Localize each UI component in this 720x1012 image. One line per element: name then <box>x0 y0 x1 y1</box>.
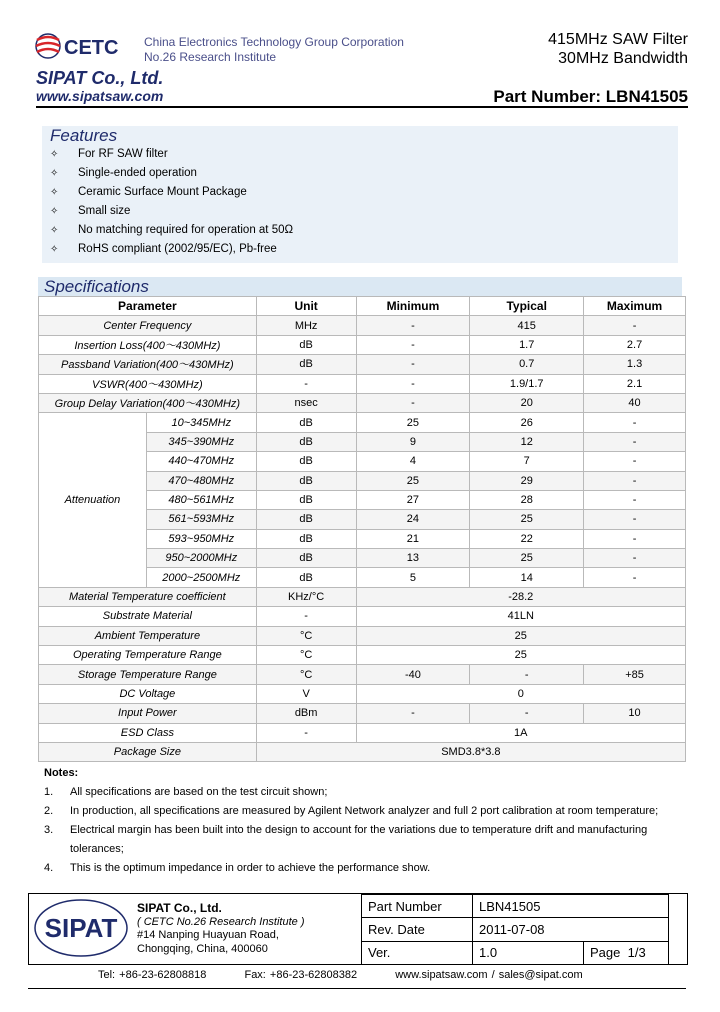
feature-item <box>50 167 197 179</box>
parameter-name: Center Frequency <box>39 316 257 335</box>
version-label: Ver. <box>362 941 473 964</box>
version-value: 1.0 <box>473 941 584 964</box>
organization-name <box>144 35 404 65</box>
parameter-name: Group Delay Variation(400～430MHz) <box>39 393 257 412</box>
notes-section <box>44 764 684 878</box>
table-cell: - <box>356 335 470 354</box>
frequency-range: 345~390MHz <box>146 432 256 451</box>
frequency-range: 561~593MHz <box>146 510 256 529</box>
company-website: www.sipatsaw.com <box>36 88 164 104</box>
feature-text: No matching required for operation at 50Ω <box>78 224 294 236</box>
table-cell: 25 <box>356 413 470 432</box>
parameter-name: ESD Class <box>39 723 257 742</box>
table-cell: 12 <box>470 432 584 451</box>
table-cell: 20 <box>470 393 584 412</box>
table-cell: - <box>584 452 686 471</box>
table-row <box>39 684 686 703</box>
table-row <box>39 607 686 626</box>
table-cell: °C <box>256 626 356 645</box>
table-cell: 24 <box>356 510 470 529</box>
parameter-name: Storage Temperature Range <box>39 665 257 684</box>
table-cell: dB <box>256 355 356 374</box>
table-cell: °C <box>256 646 356 665</box>
company-name: SIPAT Co., Ltd. <box>36 68 164 88</box>
table-cell: MHz <box>256 316 356 335</box>
sipat-logo <box>31 896 131 960</box>
table-cell: 0 <box>356 684 685 703</box>
part-number-label: Part Number <box>362 895 473 918</box>
table-cell: - <box>256 607 356 626</box>
note-number: 2. <box>44 805 54 817</box>
table-row <box>39 723 686 742</box>
column-header-maximum: Maximum <box>584 297 686 316</box>
table-cell: 1.9/1.7 <box>470 374 584 393</box>
table-cell: 1A <box>356 723 685 742</box>
table-cell: dB <box>256 452 356 471</box>
footer-info-box <box>28 893 688 965</box>
rev-date-value: 2011-07-08 <box>473 918 669 941</box>
parameter-name: Insertion Loss(400～430MHz) <box>39 335 257 354</box>
parameter-name: Passband Variation(400～430MHz) <box>39 355 257 374</box>
table-cell: 9 <box>356 432 470 451</box>
table-row <box>39 646 686 665</box>
parameter-name: Package Size <box>39 742 257 761</box>
table-cell: - <box>584 568 686 587</box>
feature-item <box>50 148 168 160</box>
table-row <box>39 335 686 354</box>
parameter-name: Operating Temperature Range <box>39 646 257 665</box>
notes-title: Notes: <box>44 767 79 779</box>
table-cell: - <box>584 432 686 451</box>
table-cell: 29 <box>470 471 584 490</box>
feature-item <box>50 186 247 198</box>
features-title: Features <box>50 126 118 145</box>
table-cell: dB <box>256 490 356 509</box>
table-cell: dB <box>256 529 356 548</box>
table-cell: - <box>356 704 470 723</box>
footer-company-name: SIPAT Co., Ltd. <box>137 901 222 915</box>
footer-address-2: Chongqing, China, 400060 <box>137 942 268 955</box>
frequency-range: 10~345MHz <box>146 413 256 432</box>
table-cell: 7 <box>470 452 584 471</box>
table-cell: 2.1 <box>584 374 686 393</box>
table-row <box>39 393 686 412</box>
org-line-1: China Electronics Technology Group Corporation <box>144 35 404 49</box>
frequency-range: 440~470MHz <box>146 452 256 471</box>
cetc-logo <box>34 30 134 62</box>
table-cell: 41LN <box>356 607 685 626</box>
parameter-name: Ambient Temperature <box>39 626 257 645</box>
column-header-typical: Typical <box>470 297 584 316</box>
table-row <box>39 316 686 335</box>
table-cell: - <box>356 374 470 393</box>
table-cell: 25 <box>470 510 584 529</box>
column-header-parameter: Parameter <box>39 297 257 316</box>
table-cell: - <box>584 413 686 432</box>
note-text: All specifications are based on the test circuit shown; <box>70 786 328 798</box>
table-row <box>39 626 686 645</box>
specifications-table <box>38 296 686 762</box>
table-cell: - <box>470 665 584 684</box>
note-item <box>44 802 684 821</box>
footer-fax: Fax: +86-23-62808382 <box>244 969 358 981</box>
table-cell: - <box>584 316 686 335</box>
feature-item <box>50 224 293 236</box>
table-cell: 28 <box>470 490 584 509</box>
table-cell: 1.7 <box>470 335 584 354</box>
table-cell: - <box>584 490 686 509</box>
table-cell: dBm <box>256 704 356 723</box>
footer-address-1: #14 Nanping Huayuan Road, <box>137 929 279 941</box>
sipat-logo-text: SIPAT <box>44 913 118 943</box>
diamond-bullet-icon: ✧ <box>50 187 59 198</box>
diamond-bullet-icon: ✧ <box>50 206 59 217</box>
note-item <box>44 859 684 878</box>
header-divider <box>36 106 688 108</box>
part-number-value: LBN41505 <box>473 895 669 918</box>
table-cell: 25 <box>356 626 685 645</box>
table-cell: 25 <box>356 471 470 490</box>
table-cell: 25 <box>470 549 584 568</box>
note-text: In production, all specifications are measured by Agilent Network analyzer and full 2 port calibration at room temperature; <box>70 805 659 817</box>
note-text: This is the optimum impedance in order to achieve the performance show. <box>70 862 431 874</box>
table-cell: - <box>356 355 470 374</box>
cetc-logo-text: CETC <box>64 37 119 59</box>
table-row <box>39 704 686 723</box>
features-section <box>42 126 678 263</box>
footer-company-block <box>137 902 305 956</box>
table-cell: 22 <box>470 529 584 548</box>
table-cell: - <box>584 549 686 568</box>
column-header-unit: Unit <box>256 297 356 316</box>
table-cell: - <box>256 374 356 393</box>
diamond-bullet-icon: ✧ <box>50 244 59 255</box>
table-cell: nsec <box>256 393 356 412</box>
feature-text: Ceramic Surface Mount Package <box>78 186 247 198</box>
table-cell: 1.3 <box>584 355 686 374</box>
table-cell: SMD3.8*3.8 <box>256 742 685 761</box>
feature-text: Small size <box>78 205 131 217</box>
table-row <box>39 587 686 606</box>
cetc-globe-icon <box>36 34 60 58</box>
note-item <box>44 783 684 802</box>
footer-contact-line <box>98 969 583 981</box>
parameter-name: Input Power <box>39 704 257 723</box>
note-number: 3. <box>44 824 54 836</box>
table-cell: 21 <box>356 529 470 548</box>
table-cell: 14 <box>470 568 584 587</box>
table-cell: -40 <box>356 665 470 684</box>
footer-web-email: www.sipatsaw.com / sales@sipat.com <box>395 969 583 981</box>
footer-tel: Tel: +86-23-62808818 <box>98 969 207 981</box>
frequency-range: 593~950MHz <box>146 529 256 548</box>
table-cell: - <box>584 471 686 490</box>
parameter-name: VSWR(400～430MHz) <box>39 374 257 393</box>
table-row <box>39 355 686 374</box>
table-cell: 2.7 <box>584 335 686 354</box>
document-info-table <box>361 894 669 965</box>
parameter-name: Substrate Material <box>39 607 257 626</box>
table-row <box>39 413 686 432</box>
feature-text: For RF SAW filter <box>78 148 168 160</box>
table-cell: 415 <box>470 316 584 335</box>
table-cell: 26 <box>470 413 584 432</box>
table-cell: 40 <box>584 393 686 412</box>
note-text: Electrical margin has been built into the design to account for the variations due to temperature drift and manufacturing tolerances; <box>70 824 648 855</box>
table-cell: °C <box>256 665 356 684</box>
frequency-range: 470~480MHz <box>146 471 256 490</box>
footer-institute: ( CETC No.26 Research Institute ) <box>137 915 305 928</box>
table-cell: dB <box>256 510 356 529</box>
diamond-bullet-icon: ✧ <box>50 149 59 160</box>
diamond-bullet-icon: ✧ <box>50 168 59 179</box>
rev-date-label: Rev. Date <box>362 918 473 941</box>
table-cell: - <box>584 510 686 529</box>
table-cell: - <box>584 529 686 548</box>
attenuation-label: Attenuation <box>39 413 147 588</box>
parameter-name: DC Voltage <box>39 684 257 703</box>
table-cell: - <box>256 723 356 742</box>
frequency-range: 950~2000MHz <box>146 549 256 568</box>
table-cell: KHz/°C <box>256 587 356 606</box>
table-cell: 27 <box>356 490 470 509</box>
table-cell: 4 <box>356 452 470 471</box>
table-cell: - <box>356 393 470 412</box>
footer-divider <box>28 988 686 989</box>
title-line-2: 30MHz Bandwidth <box>558 50 688 67</box>
column-header-minimum: Minimum <box>356 297 470 316</box>
org-line-2: No.26 Research Institute <box>144 50 277 64</box>
page-value: 1/3 <box>627 945 646 961</box>
table-cell: 25 <box>356 646 685 665</box>
feature-text: RoHS compliant (2002/95/EC), Pb-free <box>78 243 277 255</box>
document-title <box>548 30 688 68</box>
table-cell: dB <box>256 549 356 568</box>
table-cell: dB <box>256 413 356 432</box>
feature-text: Single-ended operation <box>78 167 197 179</box>
frequency-range: 480~561MHz <box>146 490 256 509</box>
table-cell: dB <box>256 471 356 490</box>
table-row <box>39 297 686 316</box>
page-number <box>584 941 669 964</box>
notes-list <box>44 783 684 878</box>
part-number-heading: Part Number: LBN41505 <box>493 87 688 106</box>
table-cell: 10 <box>584 704 686 723</box>
table-cell: - <box>470 704 584 723</box>
table-cell: - <box>356 316 470 335</box>
table-row <box>39 665 686 684</box>
table-cell: dB <box>256 432 356 451</box>
table-cell: 0.7 <box>470 355 584 374</box>
table-row <box>39 742 686 761</box>
diamond-bullet-icon: ✧ <box>50 225 59 236</box>
feature-item <box>50 243 277 255</box>
table-cell: 13 <box>356 549 470 568</box>
note-item <box>44 821 684 859</box>
note-number: 1. <box>44 786 54 798</box>
frequency-range: 2000~2500MHz <box>146 568 256 587</box>
specifications-title: Specifications <box>44 277 149 296</box>
note-number: 4. <box>44 862 54 874</box>
table-cell: dB <box>256 568 356 587</box>
table-cell: V <box>256 684 356 703</box>
table-cell: +85 <box>584 665 686 684</box>
title-line-1: 415MHz SAW Filter <box>548 31 688 48</box>
specifications-header <box>38 277 682 296</box>
page-label: Page <box>590 945 621 961</box>
feature-item <box>50 205 130 217</box>
table-cell: -28.2 <box>356 587 685 606</box>
table-cell: 5 <box>356 568 470 587</box>
table-row <box>39 374 686 393</box>
parameter-name: Material Temperature coefficient <box>39 587 257 606</box>
table-cell: dB <box>256 335 356 354</box>
